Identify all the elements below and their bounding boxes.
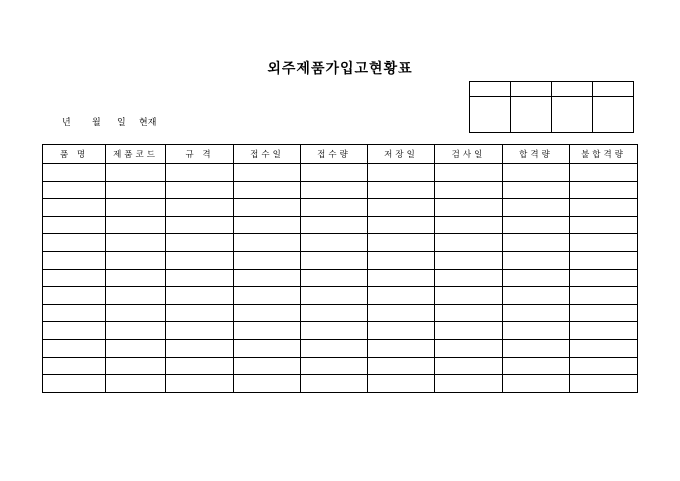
receiving-status-table xyxy=(42,144,638,393)
table-cell[interactable] xyxy=(301,287,368,305)
table-cell[interactable] xyxy=(503,357,570,375)
table-cell[interactable] xyxy=(368,339,435,357)
table-cell[interactable] xyxy=(166,287,234,305)
table-cell[interactable] xyxy=(435,199,503,217)
table-cell[interactable] xyxy=(503,269,570,287)
table-cell[interactable] xyxy=(570,234,638,252)
table-cell[interactable] xyxy=(368,234,435,252)
approval-header-row xyxy=(470,82,634,97)
table-cell[interactable] xyxy=(368,216,435,234)
table-cell[interactable] xyxy=(166,304,234,322)
table-cell[interactable] xyxy=(234,339,301,357)
table-row xyxy=(43,164,638,182)
table-cell[interactable] xyxy=(368,375,435,393)
table-cell[interactable] xyxy=(503,339,570,357)
table-cell[interactable] xyxy=(435,181,503,199)
table-cell[interactable] xyxy=(301,216,368,234)
table-cell[interactable] xyxy=(368,181,435,199)
table-cell[interactable] xyxy=(570,181,638,199)
table-cell[interactable] xyxy=(301,269,368,287)
table-cell[interactable] xyxy=(106,357,166,375)
table-header-row xyxy=(43,145,638,164)
table-cell[interactable] xyxy=(234,269,301,287)
table-cell[interactable] xyxy=(43,181,106,199)
table-cell[interactable] xyxy=(301,234,368,252)
table-cell[interactable] xyxy=(570,251,638,269)
table-row xyxy=(43,234,638,252)
table-cell[interactable] xyxy=(166,199,234,217)
table-row xyxy=(43,375,638,393)
header-receipt-date: 접수일 xyxy=(234,145,301,164)
approval-header-cell[interactable] xyxy=(511,82,552,97)
table-cell[interactable] xyxy=(234,357,301,375)
table-cell[interactable] xyxy=(435,322,503,340)
table-cell[interactable] xyxy=(570,269,638,287)
table-cell[interactable] xyxy=(368,199,435,217)
table-cell[interactable] xyxy=(106,199,166,217)
table-row xyxy=(43,304,638,322)
table-cell[interactable] xyxy=(503,181,570,199)
table-cell[interactable] xyxy=(43,339,106,357)
table-cell[interactable] xyxy=(301,181,368,199)
table-cell[interactable] xyxy=(43,164,106,182)
table-cell[interactable] xyxy=(234,181,301,199)
table-cell[interactable] xyxy=(435,269,503,287)
table-cell[interactable] xyxy=(570,287,638,305)
month-label: 월 xyxy=(92,118,101,128)
table-cell[interactable] xyxy=(301,304,368,322)
table-cell[interactable] xyxy=(234,304,301,322)
table-cell[interactable] xyxy=(301,164,368,182)
table-cell[interactable] xyxy=(503,216,570,234)
table-row xyxy=(43,339,638,357)
header-product-name: 품 명 xyxy=(43,145,106,164)
table-cell[interactable] xyxy=(43,304,106,322)
header-receipt-qty: 접수량 xyxy=(301,145,368,164)
table-cell[interactable] xyxy=(43,322,106,340)
table-cell[interactable] xyxy=(106,287,166,305)
table-cell[interactable] xyxy=(503,251,570,269)
table-cell[interactable] xyxy=(368,164,435,182)
table-cell[interactable] xyxy=(234,375,301,393)
header-fail-qty: 불합격량 xyxy=(570,145,638,164)
table-cell[interactable] xyxy=(368,357,435,375)
table-cell[interactable] xyxy=(503,287,570,305)
table-cell[interactable] xyxy=(503,234,570,252)
approval-sign-cell[interactable] xyxy=(470,97,511,133)
table-cell[interactable] xyxy=(570,164,638,182)
table-cell[interactable] xyxy=(234,251,301,269)
table-cell[interactable] xyxy=(166,234,234,252)
table-cell[interactable] xyxy=(43,216,106,234)
header-storage-date: 저장일 xyxy=(368,145,435,164)
table-row xyxy=(43,287,638,305)
approval-box xyxy=(469,81,634,133)
approval-sign-row xyxy=(470,97,634,133)
table-cell[interactable] xyxy=(166,164,234,182)
table-cell[interactable] xyxy=(43,287,106,305)
header-spec: 규 격 xyxy=(166,145,234,164)
table-row xyxy=(43,269,638,287)
table-cell[interactable] xyxy=(43,269,106,287)
table-cell[interactable] xyxy=(106,304,166,322)
table-row xyxy=(43,181,638,199)
table-cell[interactable] xyxy=(106,339,166,357)
table-cell[interactable] xyxy=(166,181,234,199)
table-cell[interactable] xyxy=(166,375,234,393)
table-cell[interactable] xyxy=(234,322,301,340)
table-cell[interactable] xyxy=(106,216,166,234)
table-cell[interactable] xyxy=(435,164,503,182)
table-row xyxy=(43,199,638,217)
table-cell[interactable] xyxy=(301,199,368,217)
table-cell[interactable] xyxy=(106,181,166,199)
table-cell[interactable] xyxy=(435,304,503,322)
table-cell[interactable] xyxy=(503,375,570,393)
table-cell[interactable] xyxy=(301,251,368,269)
table-cell[interactable] xyxy=(503,322,570,340)
table-cell[interactable] xyxy=(106,269,166,287)
table-cell[interactable] xyxy=(106,234,166,252)
table-cell[interactable] xyxy=(301,375,368,393)
table-cell[interactable] xyxy=(368,322,435,340)
approval-header-cell[interactable] xyxy=(470,82,511,97)
table-row xyxy=(43,357,638,375)
table-row xyxy=(43,216,638,234)
table-cell[interactable] xyxy=(166,269,234,287)
table-cell[interactable] xyxy=(106,375,166,393)
table-cell[interactable] xyxy=(435,216,503,234)
table-cell[interactable] xyxy=(106,251,166,269)
table-cell[interactable] xyxy=(301,322,368,340)
table-cell[interactable] xyxy=(368,251,435,269)
table-cell[interactable] xyxy=(570,304,638,322)
header-inspection-date: 검사일 xyxy=(435,145,503,164)
header-pass-qty: 합격량 xyxy=(503,145,570,164)
table-cell[interactable] xyxy=(570,357,638,375)
year-label: 년 xyxy=(62,118,71,128)
table-cell[interactable] xyxy=(106,322,166,340)
table-cell[interactable] xyxy=(435,287,503,305)
table-cell[interactable] xyxy=(435,357,503,375)
table-cell[interactable] xyxy=(435,375,503,393)
as-of-date-line xyxy=(62,115,156,128)
table-cell[interactable] xyxy=(106,164,166,182)
table-cell[interactable] xyxy=(166,339,234,357)
table-cell[interactable] xyxy=(166,251,234,269)
table-cell[interactable] xyxy=(503,199,570,217)
table-row xyxy=(43,322,638,340)
table-cell[interactable] xyxy=(166,322,234,340)
table-cell[interactable] xyxy=(570,322,638,340)
table-cell[interactable] xyxy=(43,234,106,252)
as-of-suffix: 현재 xyxy=(139,118,157,128)
approval-sign-cell[interactable] xyxy=(593,97,634,133)
table-row xyxy=(43,251,638,269)
table-cell[interactable] xyxy=(570,339,638,357)
table-cell[interactable] xyxy=(43,199,106,217)
header-product-code: 제품코드 xyxy=(106,145,166,164)
table-cell[interactable] xyxy=(435,339,503,357)
table-cell[interactable] xyxy=(503,164,570,182)
table-cell[interactable] xyxy=(570,216,638,234)
table-cell[interactable] xyxy=(166,216,234,234)
table-cell[interactable] xyxy=(234,164,301,182)
table-cell[interactable] xyxy=(166,357,234,375)
table-cell[interactable] xyxy=(368,304,435,322)
table-cell[interactable] xyxy=(43,375,106,393)
approval-sign-cell[interactable] xyxy=(511,97,552,133)
table-cell[interactable] xyxy=(570,199,638,217)
table-cell[interactable] xyxy=(368,287,435,305)
table-cell[interactable] xyxy=(570,375,638,393)
table-body xyxy=(43,164,638,393)
approval-header-cell[interactable] xyxy=(593,82,634,97)
table-cell[interactable] xyxy=(234,287,301,305)
document-title: 외주제품가입고현황표 xyxy=(267,61,413,77)
approval-header-cell[interactable] xyxy=(552,82,593,97)
table-cell[interactable] xyxy=(234,234,301,252)
day-label: 일 xyxy=(117,118,126,128)
table-cell[interactable] xyxy=(435,251,503,269)
table-cell[interactable] xyxy=(435,234,503,252)
table-cell[interactable] xyxy=(234,216,301,234)
table-cell[interactable] xyxy=(43,357,106,375)
table-cell[interactable] xyxy=(43,251,106,269)
table-cell[interactable] xyxy=(301,339,368,357)
approval-sign-cell[interactable] xyxy=(552,97,593,133)
table-cell[interactable] xyxy=(234,199,301,217)
table-cell[interactable] xyxy=(368,269,435,287)
table-cell[interactable] xyxy=(503,304,570,322)
table-cell[interactable] xyxy=(301,357,368,375)
